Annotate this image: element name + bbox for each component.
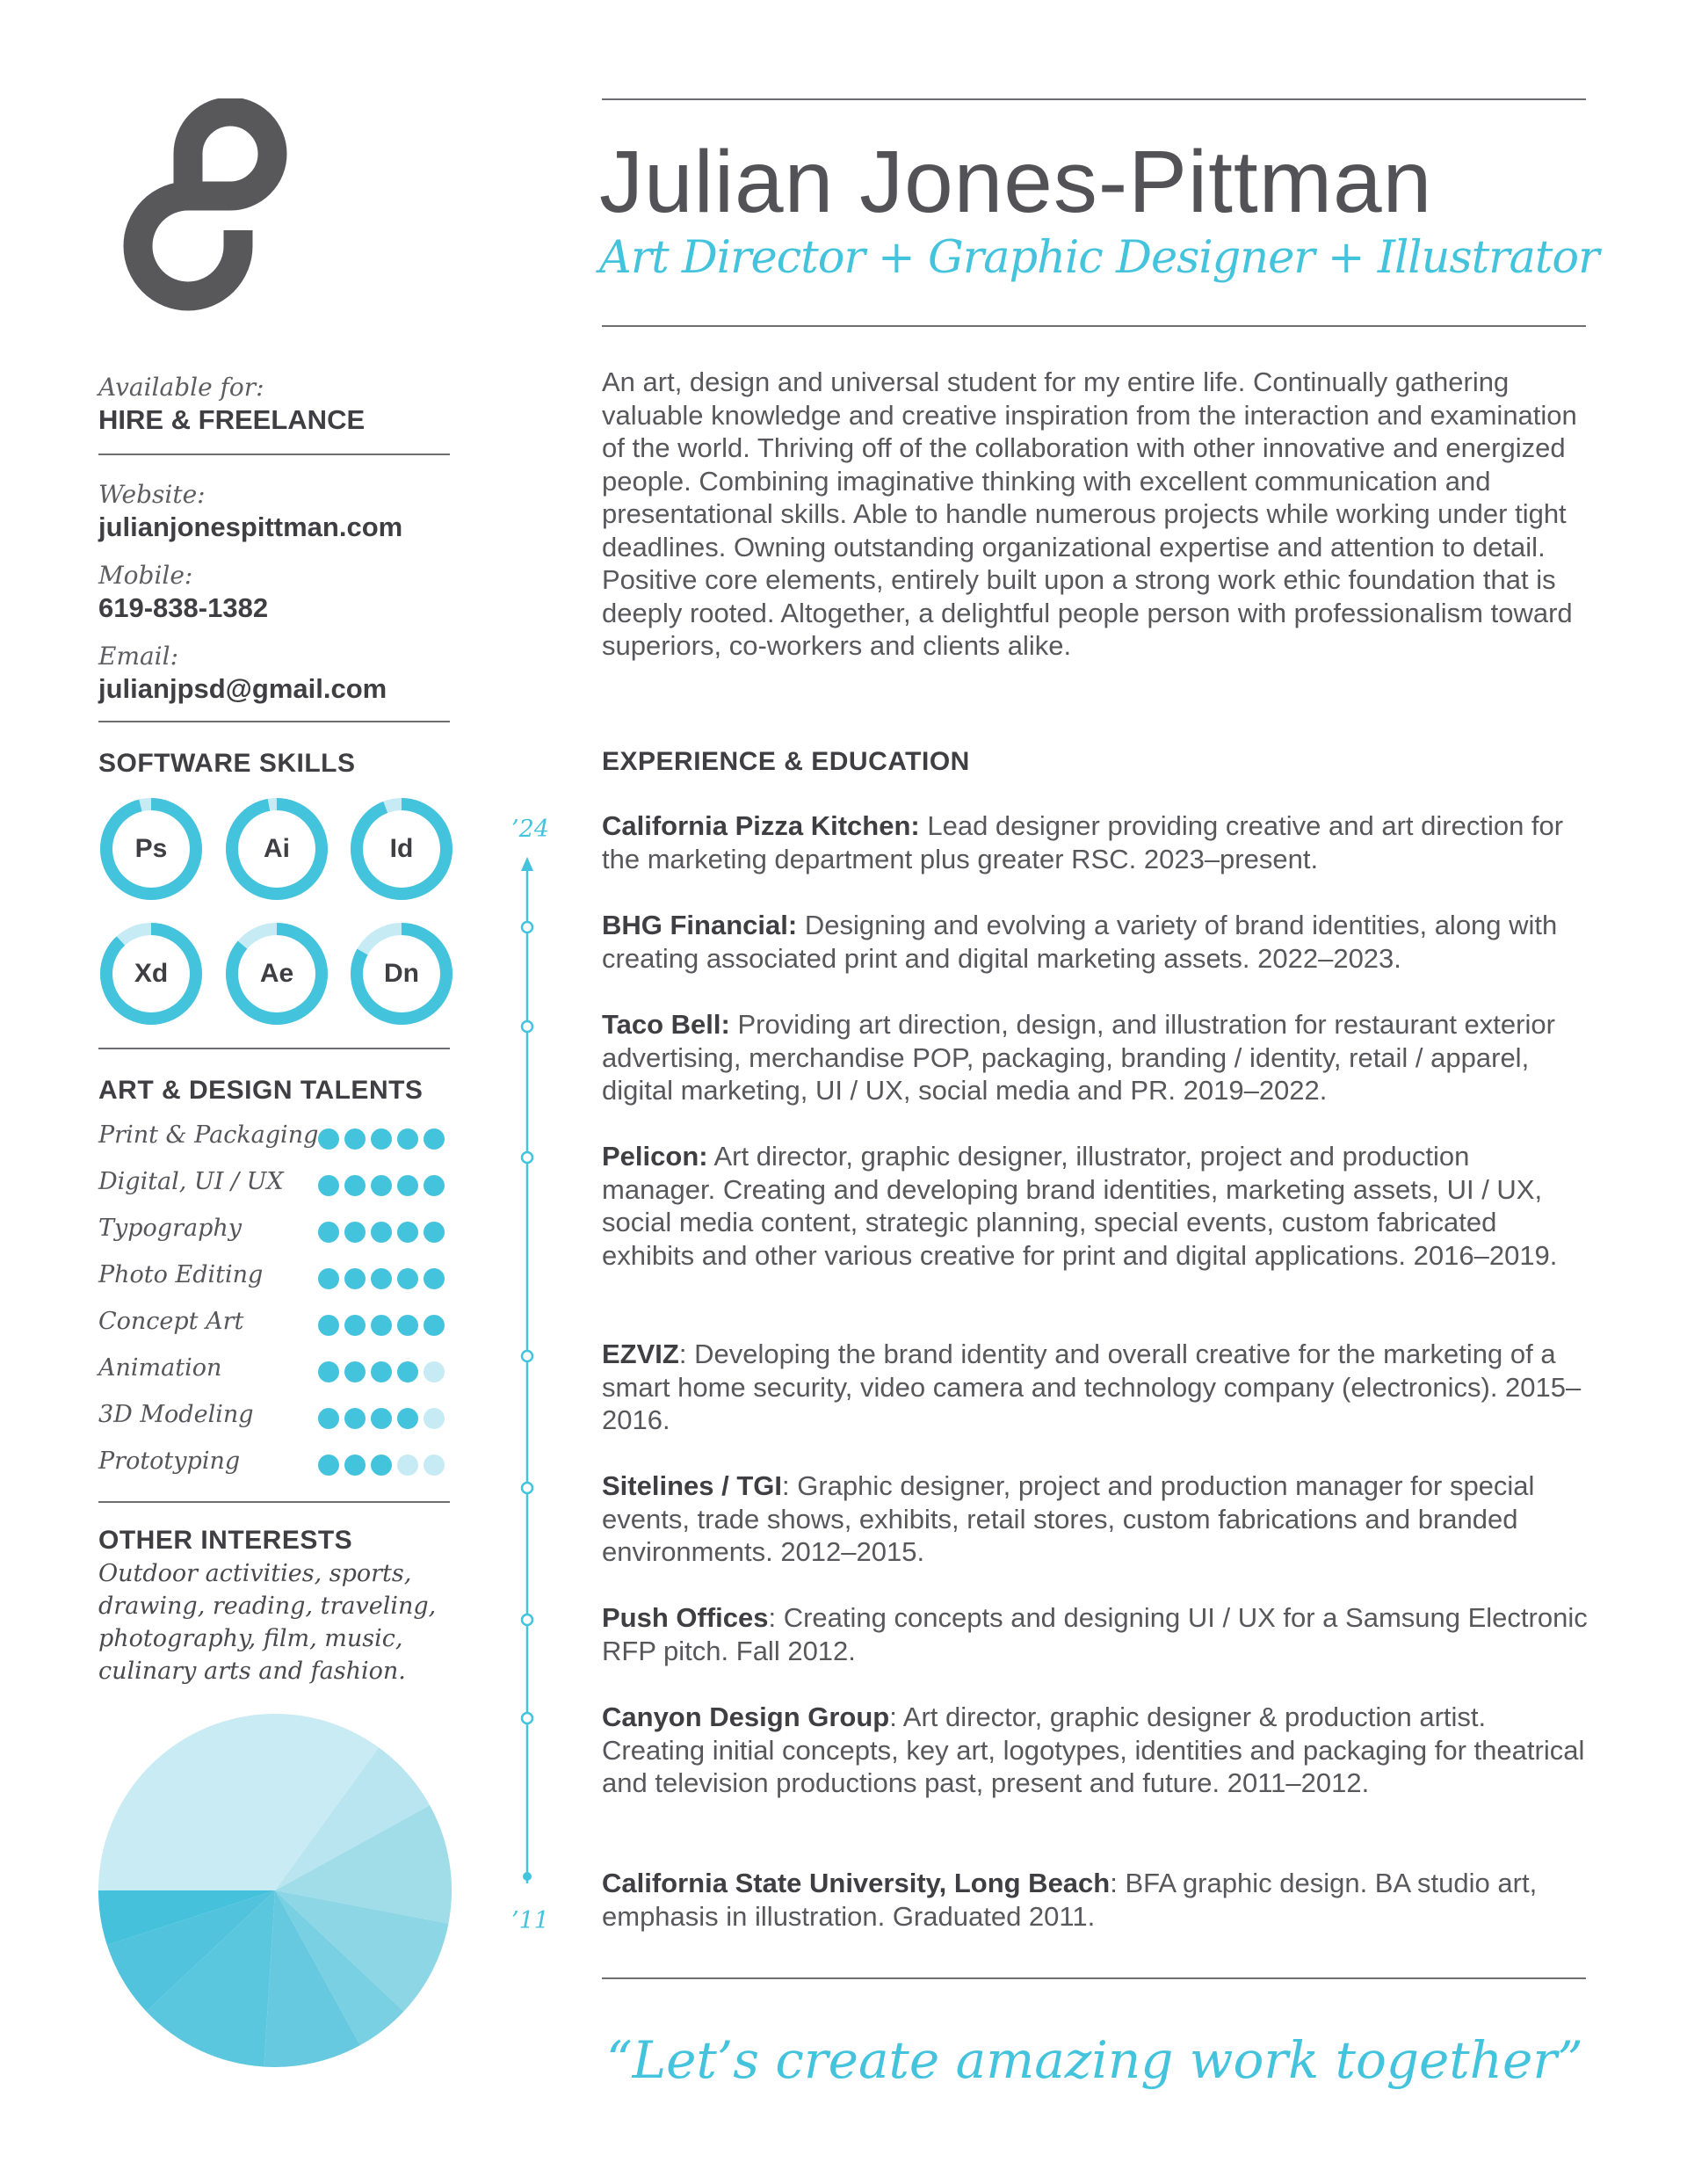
divider (98, 721, 450, 722)
rating-dot (318, 1455, 339, 1476)
rating-dot (424, 1128, 445, 1150)
experience-entry (602, 809, 1590, 875)
entry-description: : Creating concepts and designing UI / UX for a Samsung Electronic RFP pitch. Fall 2012. (602, 1602, 1588, 1666)
timeline-node (523, 1872, 532, 1881)
skill-label: Dn (384, 959, 419, 988)
rating-dot (424, 1222, 445, 1243)
entry-company: Taco Bell: (602, 1009, 730, 1040)
experience-entry (602, 1701, 1590, 1800)
rating-dot (397, 1268, 418, 1289)
timeline-arrow-icon (521, 857, 533, 871)
rating-dot (371, 1128, 392, 1150)
experience-entry (602, 909, 1590, 975)
talent-rating (318, 1222, 459, 1243)
rating-dot (344, 1128, 366, 1150)
talent-name: Print & Packaging (98, 1121, 319, 1149)
divider (602, 325, 1586, 327)
rating-dot (344, 1268, 366, 1289)
rating-dot (318, 1361, 339, 1382)
skill-label: Ps (134, 834, 168, 863)
rating-dot (318, 1315, 339, 1336)
timeline-node (522, 1152, 532, 1163)
timeline-node (522, 1021, 532, 1032)
rating-dot (344, 1455, 366, 1476)
rating-dot (397, 1408, 418, 1429)
entry-description: Designing and evolving a variety of brand identities, along with creating associated print and digital marketing assets. 2022–2023. (602, 910, 1558, 974)
rating-dot (371, 1361, 392, 1382)
timeline-node (522, 1713, 532, 1723)
talent-row (98, 1168, 450, 1203)
divider (98, 1048, 450, 1049)
experience-entry (602, 1338, 1590, 1437)
interests-pie-chart (98, 1714, 452, 2067)
talent-rating (318, 1128, 459, 1150)
experience-entry (602, 1008, 1590, 1107)
talent-name: Concept Art (98, 1308, 244, 1335)
divider (602, 98, 1586, 100)
rating-dot (397, 1175, 418, 1196)
skill-donut-ps (98, 796, 204, 902)
rating-dot (424, 1455, 445, 1476)
mobile-number[interactable]: 619-838-1382 (98, 592, 269, 623)
entry-description: : Developing the brand identity and overall creative for the marketing of a smart home security, video camera and technology company (electronics). 2015–2016. (602, 1339, 1582, 1435)
experience-entry (602, 1140, 1590, 1272)
rating-dot (371, 1455, 392, 1476)
timeline-node (522, 1351, 532, 1361)
talent-row (98, 1261, 450, 1296)
entry-company: BHG Financial: (602, 910, 798, 940)
rating-dot (344, 1222, 366, 1243)
talent-name: Animation (98, 1354, 222, 1382)
monogram-logo (98, 98, 325, 318)
rating-dot (371, 1175, 392, 1196)
timeline-node (522, 1483, 532, 1493)
rating-dot (371, 1268, 392, 1289)
entry-description: Art director, graphic designer, illustrator, project and production manager. Creating and developing brand identities, marketing assets, UI / UX, social media content, strategic planning, special events, custom fabricated exhibits and other various creative for print and digital applications. 2016–2019. (602, 1141, 1558, 1271)
entry-company: EZVIZ (602, 1339, 679, 1369)
mobile-label: Mobile: (98, 561, 193, 590)
rating-dot (424, 1175, 445, 1196)
talents-heading: ART & DESIGN TALENTS (98, 1076, 424, 1105)
entry-description: Providing art direction, design, and illustration for restaurant exterior advertising, merchandise POP, packaging, branding / identity, retail / apparel, digital marketing, UI / UX, social media and PR. 2019–2022. (602, 1009, 1555, 1106)
rating-dot (424, 1361, 445, 1382)
skill-donut-ai (224, 796, 329, 902)
talent-name: Prototyping (98, 1448, 241, 1475)
talent-row (98, 1215, 450, 1250)
rating-dot (424, 1408, 445, 1429)
talent-name: Typography (98, 1215, 243, 1242)
rating-dot (344, 1315, 366, 1336)
skill-donut-xd (98, 921, 204, 1027)
rating-dot (424, 1315, 445, 1336)
timeline (510, 857, 545, 1885)
experience-heading: EXPERIENCE & EDUCATION (602, 747, 970, 776)
talent-row (98, 1121, 450, 1157)
rating-dot (397, 1455, 418, 1476)
entry-description: : Art director, graphic designer & production artist. Creating initial concepts, key art, logotypes, identities and packaging for theatrical and television productions past, present and future. 2011–2012. (602, 1701, 1585, 1798)
entry-description: : BFA graphic design. BA studio art, emphasis in illustration. Graduated 2011. (602, 1868, 1538, 1932)
summary-paragraph: An art, design and universal student for my entire life. Continually gathering valuable knowledge and creative inspiration from the interaction and examination of the world. Thriving off of the collaboration with other innovative and energized people. Combining imaginative thinking with excellent communication and presentational skills. Able to handle numerous projects while working under tight deadlines. Owning outstanding organizational expertise and attention to detail. Positive core elements, entirely built upon a strong work ethic foundation that is deeply rooted. Altogether, a delightful people person with professionalism toward superiors, co-workers and clients alike. (602, 366, 1577, 661)
email-label: Email: (98, 642, 179, 671)
rating-dot (344, 1175, 366, 1196)
rating-dot (344, 1361, 366, 1382)
talent-rating (318, 1175, 459, 1196)
timeline-node (522, 1614, 532, 1625)
entry-description: : Graphic designer, project and production manager for special events, trade shows, exhibits, retail stores, custom fabrications and branded environments. 2012–2015. (602, 1470, 1535, 1567)
rating-dot (397, 1222, 418, 1243)
divider (98, 1501, 450, 1503)
talent-rating (318, 1268, 459, 1289)
talent-row (98, 1401, 450, 1436)
talent-row (98, 1448, 450, 1483)
talent-name: 3D Modeling (98, 1401, 254, 1428)
experience-entry (602, 1601, 1590, 1667)
entry-company: California State University, Long Beach (602, 1868, 1111, 1898)
rating-dot (318, 1222, 339, 1243)
entry-company: Push Offices (602, 1602, 769, 1633)
rating-dot (397, 1361, 418, 1382)
available-value: HIRE & FREELANCE (98, 404, 366, 435)
talent-row (98, 1308, 450, 1343)
website-label: Website: (98, 480, 206, 509)
entry-description: Lead designer providing creative and art direction for the marketing department plus greater RSC. 2023–present. (602, 810, 1564, 874)
entry-company: Canyon Design Group (602, 1701, 890, 1732)
divider (602, 1977, 1586, 1979)
talent-rating (318, 1455, 459, 1476)
interests-heading: OTHER INTERESTS (98, 1526, 353, 1555)
skill-donut-ae (224, 921, 329, 1027)
talent-name: Digital, UI / UX (98, 1168, 284, 1195)
talent-rating (318, 1361, 459, 1382)
skill-label: Xd (134, 959, 169, 988)
talent-rating (318, 1408, 459, 1429)
job-title: Art Director + Graphic Designer + Illustrator (599, 232, 1599, 284)
rating-dot (424, 1268, 445, 1289)
rating-dot (318, 1175, 339, 1196)
interests-text: Outdoor activities, sports, drawing, reading, traveling, photography, film, music, culinary arts and fashion. (98, 1560, 437, 1685)
timeline-node (522, 922, 532, 932)
timeline-year-start: ’24 (511, 816, 549, 843)
software-skills-heading: SOFTWARE SKILLS (98, 749, 356, 778)
rating-dot (371, 1408, 392, 1429)
website-link[interactable]: julianjonespittman.com (98, 512, 403, 542)
entry-company: California Pizza Kitchen: (602, 810, 920, 841)
rating-dot (344, 1408, 366, 1429)
available-label: Available for: (98, 373, 264, 402)
rating-dot (318, 1268, 339, 1289)
closing-quote: “Let’s create amazing work together” (606, 2030, 1583, 2090)
rating-dot (371, 1315, 392, 1336)
page-title: Julian Jones-Pittman (599, 133, 1433, 231)
rating-dot (397, 1128, 418, 1150)
rating-dot (371, 1222, 392, 1243)
rating-dot (397, 1315, 418, 1336)
skill-label: Id (389, 834, 414, 863)
skill-donut-id (349, 796, 454, 902)
talent-name: Photo Editing (98, 1261, 264, 1288)
experience-entry (602, 1867, 1590, 1933)
divider (98, 453, 450, 455)
experience-entry (602, 1469, 1590, 1569)
skill-label: Ai (264, 834, 290, 863)
rating-dot (318, 1128, 339, 1150)
email-link[interactable]: julianjpsd@gmail.com (98, 673, 387, 704)
skill-label: Ae (259, 959, 294, 988)
talent-row (98, 1354, 450, 1389)
entry-company: Pelicon: (602, 1141, 708, 1172)
entry-company: Sitelines / TGI (602, 1470, 782, 1501)
talent-rating (318, 1315, 459, 1336)
rating-dot (318, 1408, 339, 1429)
timeline-year-end: ’11 (511, 1907, 549, 1934)
skill-donut-dn (349, 921, 454, 1027)
